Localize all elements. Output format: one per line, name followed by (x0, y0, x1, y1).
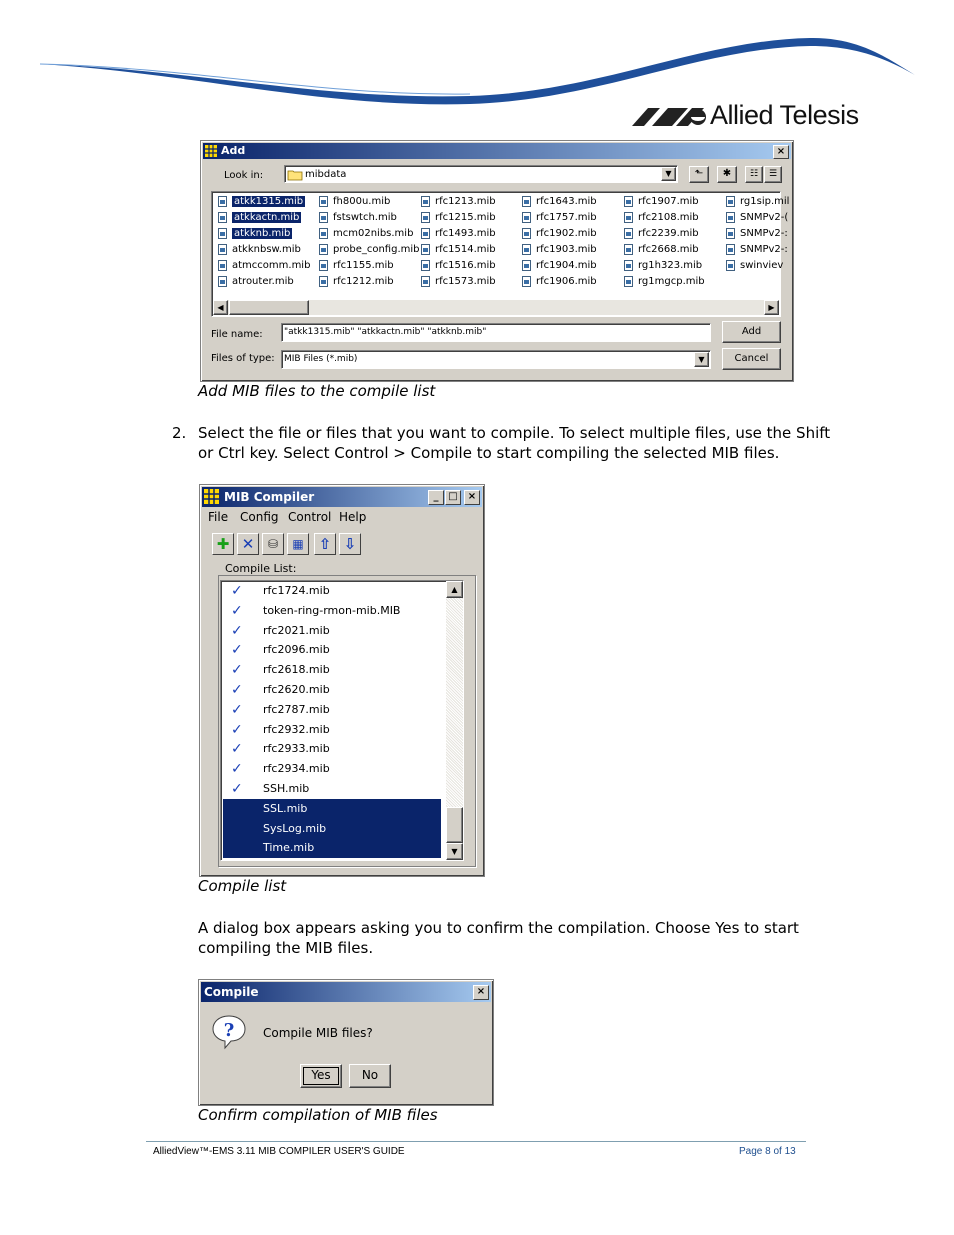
no-button[interactable]: No (349, 1064, 391, 1088)
compile-dialog-titlebar (201, 982, 491, 1002)
file-item-label: atmccomm.mib (232, 260, 311, 271)
mib-file-icon (319, 276, 328, 287)
files-of-type-label: Files of type: (211, 353, 275, 364)
mib-file-icon (624, 228, 633, 239)
list-item-label: SysLog.mib (263, 821, 327, 835)
chevron-down-icon[interactable]: ▼ (661, 167, 676, 181)
compile-list-label: Compile List: (225, 562, 297, 575)
list-item[interactable] (223, 739, 441, 759)
footer-divider (146, 1141, 806, 1142)
add-dialog-title: Add (221, 144, 246, 157)
file-name-label: File name: (211, 329, 263, 340)
file-item-label: rfc1904.mib (536, 260, 597, 271)
checkmark-icon: ✓ (231, 781, 243, 797)
file-item[interactable] (419, 243, 496, 256)
mib-compiler-window (199, 484, 485, 877)
mib-file-icon (319, 212, 328, 223)
file-item-label: rfc1155.mib (333, 260, 394, 271)
file-item-label: rfc1757.mib (536, 212, 597, 223)
grid-app-icon (204, 489, 219, 504)
list-item-label: rfc2934.mib (263, 762, 330, 776)
mib-file-icon (624, 244, 633, 255)
compile-dialog-title: Compile (204, 985, 259, 999)
chevron-down-icon[interactable]: ▼ (694, 352, 709, 367)
menu-control[interactable]: Control (288, 510, 332, 524)
file-item[interactable] (216, 259, 310, 272)
scroll-up-icon[interactable]: ▲ (446, 581, 463, 598)
file-item[interactable] (520, 227, 597, 240)
files-of-type-value: MIB Files (*.mib) (284, 354, 358, 364)
file-item[interactable] (724, 259, 783, 272)
mib-file-icon (218, 260, 227, 271)
compile-dialog (198, 979, 494, 1106)
file-item[interactable] (317, 195, 390, 208)
confirm-text-line2: compiling the MIB files. (198, 939, 374, 957)
remove-icon[interactable]: ✕ (237, 533, 259, 555)
horizontal-scrollbar[interactable] (213, 300, 779, 315)
compile-icon[interactable]: ⛁ (262, 533, 284, 555)
close-icon[interactable]: × (773, 145, 789, 159)
mib-file-icon (522, 196, 531, 207)
mib-file-icon (522, 228, 531, 239)
mib-file-icon (319, 196, 328, 207)
add-dialog (200, 140, 794, 382)
list-item[interactable] (223, 660, 441, 680)
list-item-label: rfc2620.mib (263, 683, 330, 696)
mib-file-icon (421, 196, 430, 207)
file-item[interactable] (520, 259, 597, 272)
file-item[interactable] (520, 243, 597, 256)
mib-file-icon (726, 244, 735, 255)
add-button[interactable]: Add (722, 321, 781, 343)
arrow-down-icon[interactable]: ⇩ (339, 533, 361, 555)
list-item-label: rfc2787.mib (263, 702, 330, 716)
file-item[interactable] (419, 211, 496, 224)
file-item-label: rfc1493.mib (435, 228, 496, 239)
menu-config[interactable]: Config (240, 510, 279, 524)
compile-list[interactable] (220, 580, 464, 861)
checkmark-icon: ✓ (231, 662, 243, 679)
file-item-label: atkknbsw.mib (232, 244, 301, 255)
file-item-label: rfc2239.mib (638, 228, 699, 239)
mib-file-icon (624, 196, 633, 207)
file-item[interactable] (724, 211, 788, 224)
list-view-button[interactable]: ☷ (745, 166, 763, 183)
list-item-label: rfc2021.mib (263, 623, 330, 637)
mib-file-icon (421, 244, 430, 255)
list-item[interactable] (223, 700, 441, 720)
mib-compiler-title: MIB Compiler (224, 490, 315, 504)
file-item[interactable] (419, 259, 496, 272)
mib-file-icon (522, 260, 531, 271)
file-item-label: rfc1903.mib (536, 244, 597, 255)
compile-list-rows (221, 581, 443, 860)
file-item[interactable] (317, 243, 420, 256)
maximize-icon[interactable]: □ (445, 490, 461, 505)
mib-file-icon (726, 260, 735, 271)
toolbar (212, 533, 372, 555)
file-name-input[interactable] (281, 323, 711, 342)
file-item-label: probe_config.mib (333, 244, 420, 255)
up-folder-button[interactable]: ⬑ (689, 166, 709, 183)
file-item[interactable] (724, 227, 788, 240)
list-item-label: rfc2933.mib (263, 742, 330, 756)
details-view-button[interactable]: ☰ (764, 166, 782, 183)
file-item[interactable] (419, 275, 496, 288)
scroll-thumb[interactable] (446, 807, 463, 843)
checkmark-icon: ✓ (231, 642, 243, 659)
scroll-left-icon[interactable]: ◀ (213, 300, 228, 315)
cancel-button[interactable]: Cancel (722, 348, 781, 370)
file-item-label: atkk1315.mib (234, 196, 304, 207)
list-item[interactable] (223, 581, 441, 601)
file-item-label: rfc1907.mib (638, 196, 699, 207)
caption-compile-list: Compile list (198, 877, 287, 895)
list-item[interactable] (223, 601, 441, 621)
file-item[interactable] (317, 227, 413, 240)
mib-file-icon (421, 212, 430, 223)
svg-text:?: ? (223, 1020, 235, 1041)
new-folder-button[interactable]: ✱ (717, 166, 737, 183)
list-item-label: rfc2096.mib (263, 643, 330, 657)
brand-name: Allied Telesis (710, 100, 859, 130)
file-item[interactable] (622, 259, 702, 272)
minimize-icon[interactable]: _ (428, 490, 444, 505)
file-item-label: rfc1906.mib (536, 276, 597, 287)
file-item[interactable] (520, 211, 597, 224)
file-item-label: rfc1902.mib (536, 228, 597, 239)
add-icon[interactable]: ✚ (212, 533, 234, 555)
list-item-label: rfc1724.mib (263, 584, 330, 597)
file-name-value: "atkk1315.mib" "atkkactn.mib" "atkknb.mib" (284, 327, 487, 337)
file-item[interactable] (216, 211, 301, 224)
file-item-label: rfc1643.mib (536, 196, 597, 207)
file-item-label: rfc1212.mib (333, 276, 394, 287)
close-icon[interactable]: × (473, 985, 489, 1000)
mib-file-icon (522, 244, 531, 255)
mib-file-icon (319, 244, 328, 255)
file-item[interactable] (622, 211, 699, 224)
file-item-label: rfc1215.mib (435, 212, 496, 223)
list-item[interactable] (223, 799, 441, 819)
menu-file[interactable]: File (208, 510, 229, 524)
file-item-label: rfc1514.mib (435, 244, 496, 255)
list-item-label: SSH.mib (263, 782, 310, 795)
checkmark-icon: ✓ (231, 583, 243, 599)
file-item-label: swinviev (740, 260, 784, 271)
file-item[interactable] (520, 275, 597, 288)
file-item[interactable] (419, 195, 496, 208)
mib-file-icon (218, 244, 227, 255)
list-item[interactable] (223, 779, 441, 799)
arrow-up-icon[interactable]: ⇧ (314, 533, 336, 555)
file-item[interactable] (317, 275, 394, 288)
checkmark-icon: ✓ (231, 741, 243, 758)
list-item-label: rfc2618.mib (263, 663, 330, 677)
mib-file-icon (319, 260, 328, 271)
file-item-label: SNMPv2-( (740, 212, 789, 223)
list-item[interactable] (223, 621, 441, 641)
file-item-label: fh800u.mib (333, 196, 391, 207)
file-item[interactable] (622, 195, 699, 208)
mib-file-icon (624, 276, 633, 287)
file-item[interactable] (520, 195, 597, 208)
file-item-label: atrouter.mib (232, 276, 294, 287)
scroll-down-icon[interactable]: ▼ (446, 843, 463, 860)
mib-file-icon (522, 212, 531, 223)
mib-compiler-titlebar (202, 487, 482, 507)
mib-file-icon (726, 212, 735, 223)
file-item-label: rg1sip.mil (740, 196, 790, 207)
file-item-label: SNMPv2-: (740, 228, 788, 239)
file-item[interactable] (622, 227, 699, 240)
caption-add: Add MIB files to the compile list (198, 382, 436, 400)
file-item-label: rfc2108.mib (638, 212, 699, 223)
file-item-label: rfc1516.mib (435, 260, 496, 271)
mib-file-icon (522, 276, 531, 287)
file-item-label: rfc1573.mib (435, 276, 496, 287)
vertical-scrollbar[interactable] (446, 581, 463, 860)
files-of-type-select[interactable] (281, 350, 711, 369)
scroll-thumb[interactable] (229, 300, 309, 315)
file-item[interactable] (216, 195, 305, 208)
look-in-value: mibdata (305, 169, 347, 180)
file-item[interactable] (622, 243, 699, 256)
add-dialog-titlebar (203, 143, 791, 159)
mib-file-icon (421, 228, 430, 239)
file-item-label: mcm02nibs.mib (333, 228, 414, 239)
file-item-label: rfc2668.mib (638, 244, 699, 255)
footer-page-number: Page 8 of 13 (739, 1146, 796, 1157)
grid-app-icon (205, 145, 217, 157)
yes-button[interactable]: Yes (300, 1064, 342, 1088)
mib-file-icon (218, 196, 227, 207)
file-item[interactable] (216, 275, 294, 288)
step-number: 2. (172, 424, 187, 442)
look-in-label: Look in: (224, 170, 264, 181)
file-item-label: SNMPv2-: (740, 244, 788, 255)
mib-file-icon (726, 196, 735, 207)
list-item[interactable] (223, 759, 441, 779)
mib-file-icon (726, 228, 735, 239)
mib-file-icon (421, 260, 430, 271)
footer-doc-title: AlliedView™-EMS 3.11 MIB COMPILER USER'S GUIDE (153, 1146, 405, 1157)
list-item-label: token-ring-rmon-mib.MIB (263, 603, 401, 617)
mib-file-icon (218, 276, 227, 287)
mib-file-icon (624, 212, 633, 223)
file-item-label: rg1h323.mib (638, 260, 703, 271)
list-item[interactable] (223, 720, 441, 740)
step-text-line2: or Ctrl key. Select Control > Compile to start compiling the selected MIB files. (198, 444, 780, 462)
file-item-label: rfc1213.mib (435, 196, 496, 207)
file-item[interactable] (419, 227, 496, 240)
confirm-text-line1: A dialog box appears asking you to confirm the compilation. Choose Yes to start (198, 919, 799, 937)
checkmark-icon: ✓ (231, 761, 243, 778)
folder-icon (288, 169, 302, 180)
checkmark-icon: ✓ (231, 602, 243, 619)
list-item-label: SSL.mib (263, 801, 308, 815)
caption-confirm: Confirm compilation of MIB files (198, 1106, 438, 1124)
close-icon[interactable]: × (464, 490, 480, 505)
list-item[interactable] (223, 819, 441, 839)
compile-message: Compile MIB files? (263, 1026, 373, 1040)
file-item-label: rg1mgcp.mib (638, 276, 705, 287)
list-item[interactable] (223, 838, 441, 858)
file-item[interactable] (724, 243, 788, 256)
file-item[interactable] (724, 195, 789, 208)
file-item[interactable] (317, 259, 394, 272)
mib-file-icon (218, 212, 227, 223)
menu-help[interactable]: Help (339, 510, 367, 524)
checkmark-icon: ✓ (231, 682, 243, 698)
file-item[interactable] (622, 275, 705, 288)
file-item-label: atkknb.mib (234, 228, 291, 239)
file-item-label: fstswtch.mib (333, 212, 397, 223)
file-item-label: atkkactn.mib (234, 212, 300, 223)
list-item-label: Time.mib (263, 841, 315, 855)
list-item[interactable] (223, 640, 441, 660)
look-in-select[interactable] (284, 165, 678, 183)
mib-file-icon (319, 228, 328, 239)
checkmark-icon: ✓ (231, 622, 243, 639)
question-icon (211, 1014, 247, 1050)
checkmark-icon: ✓ (231, 721, 243, 738)
mib-file-icon (624, 260, 633, 271)
header-swoosh (0, 0, 954, 110)
mib-file-icon (421, 276, 430, 287)
file-item[interactable] (216, 243, 301, 256)
calendar-icon[interactable]: ▦ (287, 533, 309, 555)
list-item[interactable] (223, 680, 441, 700)
file-item[interactable] (317, 211, 397, 224)
scroll-right-icon[interactable]: ▶ (764, 300, 779, 315)
mib-file-icon (218, 228, 227, 239)
step-text-line1: Select the file or files that you want to compile. To select multiple files, use the Shift (198, 424, 831, 442)
list-item-label: rfc2932.mib (263, 722, 330, 736)
file-item[interactable] (216, 227, 292, 240)
file-list[interactable] (211, 191, 790, 317)
checkmark-icon: ✓ (231, 701, 243, 718)
